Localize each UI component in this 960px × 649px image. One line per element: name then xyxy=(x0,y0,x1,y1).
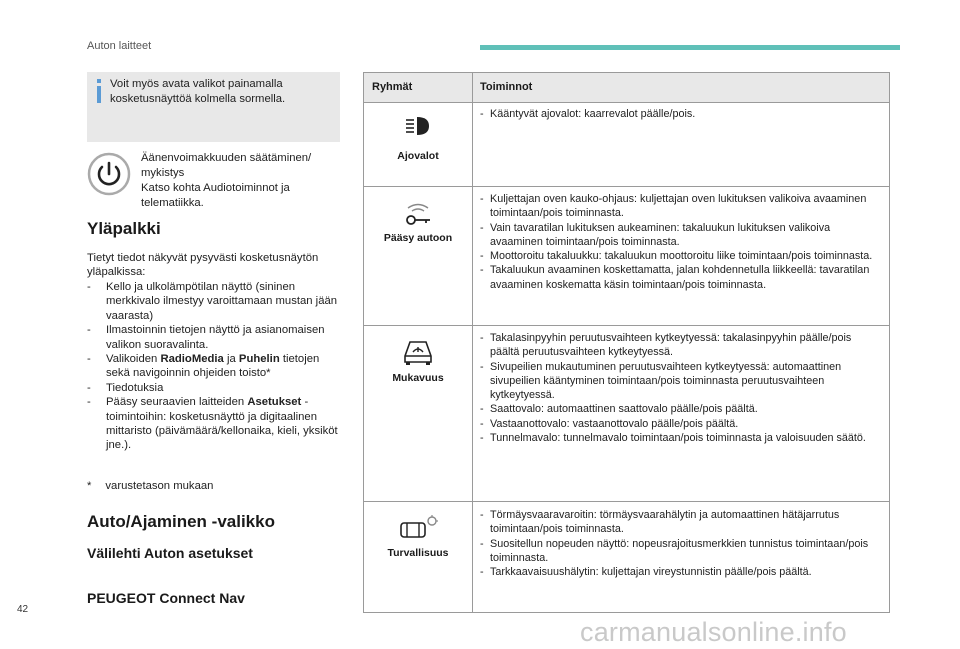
list-item: - Törmäysvaaravaroitin: törmäysvaarahälytin ja automaattinen hätäjarrutus toimintaan/pois toiminnasta. xyxy=(480,509,840,536)
column-divider xyxy=(472,73,473,612)
list-item: - Suositellun nopeuden näyttö: nopeusrajoitusmerkkien tunnistus toimintaan/pois toiminnasta. xyxy=(480,537,869,564)
list-item: - Sivupeilien mukautuminen peruutusvaihteen kytkeytyessä: automaattinen sivupeilien kääntyminen toimintaan/pois toiminnasta peruutusvaihteen kytkeytyessä. xyxy=(480,360,842,402)
list-item: - Tiedotuksia xyxy=(87,381,164,394)
power-icon xyxy=(87,152,131,196)
list-item: - Pääsy seuraavien laitteiden Asetukset -toimintoihin: kosketusnäyttö ja digitaalinen mittaristo (päivämäärä/kellonaika, kieli, yksiköt jne.). xyxy=(87,396,338,452)
headlight-icon xyxy=(405,115,431,137)
bold-term: Asetukset xyxy=(247,396,302,409)
list-item: - Kääntyvät ajovalot: kaarrevalot päälle/pois. xyxy=(480,108,696,120)
column-header-functions: Toiminnot xyxy=(480,81,533,93)
group-label: Pääsy autoon xyxy=(383,232,453,244)
table-row-group xyxy=(364,115,472,162)
list-item: - Moottoroitu takaluukku: takaluukun moottoroitu liike toimintaan/pois toiminnasta. xyxy=(480,250,873,263)
list-item: - Valikoiden RadioMedia ja Puhelin tietojen sekä navigoinnin ohjeiden toisto* xyxy=(87,353,320,380)
list-item: - Takalasinpyyhin peruutusvaihteen kytkeytyessä: takalasinpyyhin päälle/pois päältä peruutusvaihteen kytkeytyessä. xyxy=(480,332,852,359)
list-item: - Kuljettajan oven kauko-ohjaus: kuljettajan oven lukituksen valikoiva avaaminen toimintaan/pois toiminnasta. xyxy=(480,193,867,220)
row-divider xyxy=(364,501,889,502)
heading-ylapalkki: Yläpalkki xyxy=(87,219,161,238)
car-safety-icon xyxy=(398,515,438,541)
table-row-group xyxy=(364,515,472,559)
info-icon xyxy=(93,79,105,103)
functions-cell xyxy=(480,107,880,121)
list-item: - Kello ja ulkolämpötilan näyttö (sininen merkkivalo ilmestyy varoittamaan mustan jään vaarasta) xyxy=(87,281,338,322)
row-divider xyxy=(364,325,889,326)
header-accent-bar xyxy=(480,45,900,50)
footnote: * varustetason mukaan xyxy=(87,480,214,492)
table-row-group xyxy=(364,338,472,384)
group-label: Mukavuus xyxy=(392,372,444,384)
bold-term: Puhelin xyxy=(238,353,280,366)
ylapalkki-list xyxy=(87,280,342,453)
volume-description xyxy=(141,151,341,211)
key-access-icon xyxy=(403,202,433,226)
row-divider xyxy=(364,186,889,187)
list-item: - Saattovalo: automaattinen saattovalo päälle/pois päältä. xyxy=(480,403,758,416)
bold-term: RadioMedia xyxy=(160,353,224,366)
volume-line: Katso kohta Audiotoiminnot ja xyxy=(141,182,290,194)
page-number: 42 xyxy=(17,604,29,615)
column-header-groups: Ryhmät xyxy=(372,81,413,93)
settings-table xyxy=(363,72,890,613)
intro-paragraph: Tietyt tiedot näkyvät pysyvästi kosketusnäytön yläpalkissa: xyxy=(87,252,319,279)
list-item: - Vain tavaratilan lukituksen aukeaminen: takaluukun lukituksen valikoiva avaaminen toimintaan/pois toiminnasta. xyxy=(480,221,831,248)
volume-line: mykistys xyxy=(141,167,185,179)
list-item: - Takaluukun avaaminen koskettamatta, jalan kohdennetulla liikkeellä: tavaratilan avaaminen koskematta käsin toimintaan/pois toiminnasta. xyxy=(480,264,870,291)
heading-auto-menu: Auto/Ajaminen -valikko xyxy=(87,512,275,531)
volume-line: telematiikka. xyxy=(141,197,204,209)
watermark: carmanualsonline.info xyxy=(580,617,847,647)
list-item: - Tarkkaavaisuushälytin: kuljettajan vireystunnistin päälle/pois päältä. xyxy=(480,566,812,579)
list-item: - Vastaanottovalo: vastaanottovalo päälle/pois päältä. xyxy=(480,417,739,430)
section-title: Auton laitteet xyxy=(87,40,152,52)
table-row-group xyxy=(364,202,472,244)
list-item: - Ilmastoinnin tietojen näyttö ja asianomaisen valikon suoravalinta. xyxy=(87,324,325,351)
note-text: Voit myös avata valikot painamalla kosketusnäyttöä kolmella sormella. xyxy=(110,78,286,105)
group-label: Ajovalot xyxy=(397,150,439,162)
functions-cell xyxy=(480,192,880,292)
table-header xyxy=(364,73,889,103)
subheading-connect-nav: PEUGEOT Connect Nav xyxy=(87,590,245,606)
functions-cell xyxy=(480,331,880,445)
group-label: Turvallisuus xyxy=(387,547,449,559)
volume-line: Äänenvoimakkuuden säätäminen/ xyxy=(141,152,312,164)
subheading-vehicle-settings: Välilehti Auton asetukset xyxy=(87,545,253,561)
car-comfort-icon xyxy=(402,338,434,366)
list-item: - Tunnelmavalo: tunnelmavalo toimintaan/pois toiminnasta ja valoisuuden säätö. xyxy=(480,432,866,445)
functions-cell xyxy=(480,508,880,579)
